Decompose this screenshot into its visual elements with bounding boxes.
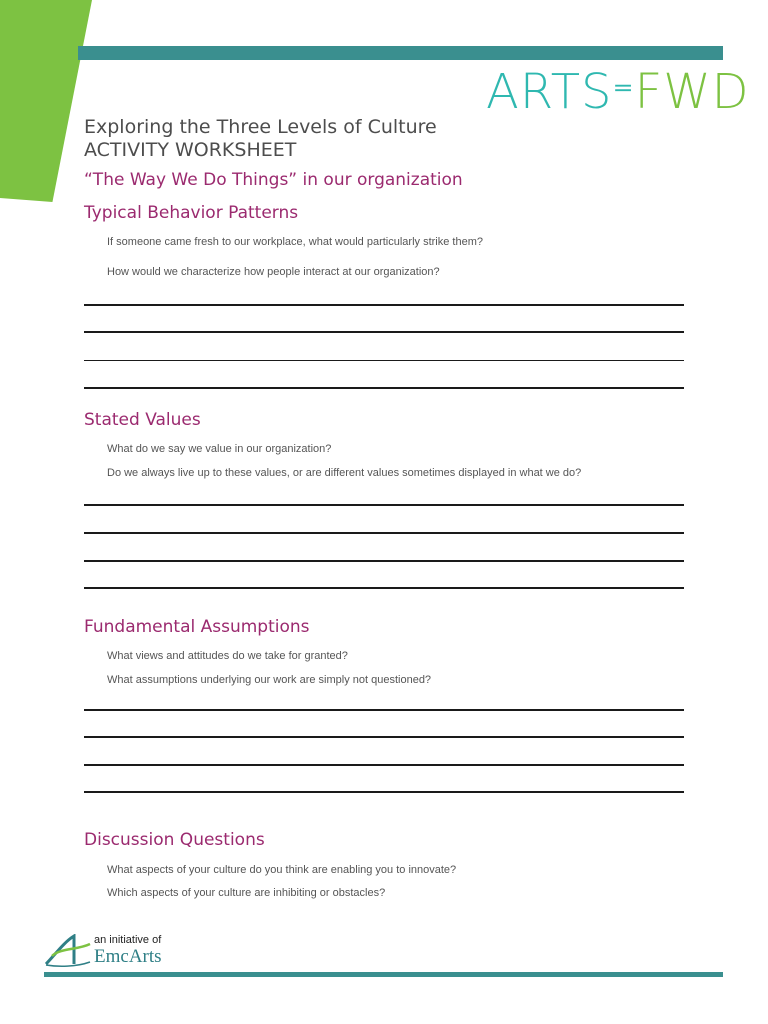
section-title-discussion: Discussion Questions	[84, 830, 265, 850]
emcarts-logo	[44, 932, 184, 968]
question-assumptions-2: What assumptions underlying our work are simply not questioned?	[107, 674, 432, 686]
org-name: EmcArts	[94, 946, 162, 967]
section-title-behavior: Typical Behavior Patterns	[84, 203, 299, 223]
tagline: “The Way We Do Things” in our organization	[84, 170, 463, 190]
question-assumptions-1: What views and attitudes do we take for granted?	[107, 650, 348, 662]
question-values-1: What do we say we value in our organization?	[107, 443, 332, 455]
question-discussion-1: What aspects of your culture do you think are enabling you to innovate?	[107, 864, 457, 876]
answer-line[interactable]	[84, 736, 684, 738]
logo-separator-icon: ⁼	[612, 72, 635, 118]
logo-arts-text: ARTS	[486, 64, 613, 120]
answer-line[interactable]	[84, 331, 684, 333]
footer-bar	[44, 972, 723, 977]
answer-line[interactable]	[84, 709, 684, 711]
question-discussion-2: Which aspects of your culture are inhibiting or obstacles?	[107, 887, 386, 899]
answer-line[interactable]	[84, 360, 684, 361]
answer-line[interactable]	[84, 587, 684, 589]
question-values-2: Do we always live up to these values, or are different values sometimes displayed in what we do?	[107, 467, 582, 479]
answer-line[interactable]	[84, 791, 684, 793]
emcarts-swoosh-icon	[44, 934, 92, 968]
answer-line[interactable]	[84, 304, 684, 306]
worksheet-heading	[84, 116, 604, 162]
page-subtitle: ACTIVITY WORKSHEET	[84, 139, 297, 161]
answer-line[interactable]	[84, 560, 684, 562]
header-bar	[78, 46, 723, 60]
page-title: Exploring the Three Levels of Culture	[84, 116, 437, 138]
answer-line[interactable]	[84, 764, 684, 766]
initiative-label: an initiative of	[94, 934, 162, 946]
answer-line[interactable]	[84, 532, 684, 534]
logo-fwd-text: FWD	[634, 64, 750, 120]
artsfwd-logo	[486, 64, 750, 124]
section-title-values: Stated Values	[84, 410, 201, 430]
section-title-assumptions: Fundamental Assumptions	[84, 617, 310, 637]
question-behavior-1: If someone came fresh to our workplace, what would particularly strike them?	[107, 236, 483, 248]
green-corner-tab	[0, 0, 92, 202]
answer-line[interactable]	[84, 387, 684, 389]
answer-line[interactable]	[84, 504, 684, 506]
question-behavior-2: How would we characterize how people interact at our organization?	[107, 266, 440, 278]
